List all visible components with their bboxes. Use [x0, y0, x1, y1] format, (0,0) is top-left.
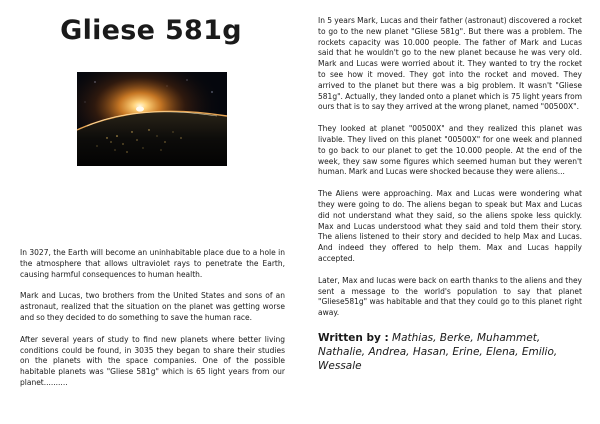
planet-sunrise-image	[77, 72, 227, 166]
left-column	[20, 248, 285, 400]
paragraph: In 3027, the Earth will become an uninhabitable place due to a hole in the atmosphere that allows ultraviolet rays to penetrate the Earth, causing harmful consequences to human health.	[20, 248, 285, 279]
author-credits	[318, 331, 582, 373]
paragraph: After several years of study to find new planets where better living conditions could be found, in 3035 they began to share their studies on the planets with the space companies. One of the possible habitable planets was "Gliese 581g" which is 65 light years from our planet..........	[20, 334, 285, 387]
paragraph: Mark and Lucas, two brothers from the United States and sons of an astronaut, realized that the situation on the planet was getting worse and so they decided to do something to save the human race.	[20, 291, 285, 322]
paragraph: In 5 years Mark, Lucas and their father (astronaut) discovered a rocket to go to the new planet "Gliese 581g". But there was a problem. The rockets capacity was 10.000 people. The father of Mark and Lucas said that he wouldn't go to the new planet because he was very old. Mark and Lucas were worried about it. They wanted to try the rocket to see how it moved. They got into the rocket and moved. They arrived to the planet but there was a big problem. It wasn't "Gliese 581g". Actually, they landed onto a planet which is 75 light years from ours that is to say they arrived at the wrong planet, named "00500X".	[318, 16, 582, 112]
paragraph: They looked at planet "00500X" and they realized this planet was livable. They lived on this planet "00500X" for one week and planned to go back to our planet to get the 10.000 people. At the end of the week, they saw some figures which seemed human but they weren't human. Mark and Lucas were shocked because they were aliens...	[318, 124, 582, 177]
author-names: Mathias, Berke, Muhammet, Nathalie, Andrea, Hasan, Erine, Elena, Emilio, Wessale	[318, 331, 558, 372]
paragraph: The Aliens were approaching. Max and Lucas were wondering what they were going to do. The aliens began to speak but Max and Lucas did not understand what they said, so the aliens spoke less quickly. Max and Lucas understood what they said and told them their story. The aliens listened to their story and decided to help Max and Lucas. And indeed they offered to help them. Max and Lucas happily accepted.	[318, 189, 582, 263]
right-column	[318, 16, 582, 373]
story-title: Gliese 581g	[60, 15, 242, 46]
credits-label: Written by :	[318, 331, 389, 344]
paragraph: Later, Max and lucas were back on earth thanks to the aliens and they sent a message to the world's population to say that planet "Gliese581g" was habitable and that they could go to this planet right away.	[318, 275, 582, 318]
